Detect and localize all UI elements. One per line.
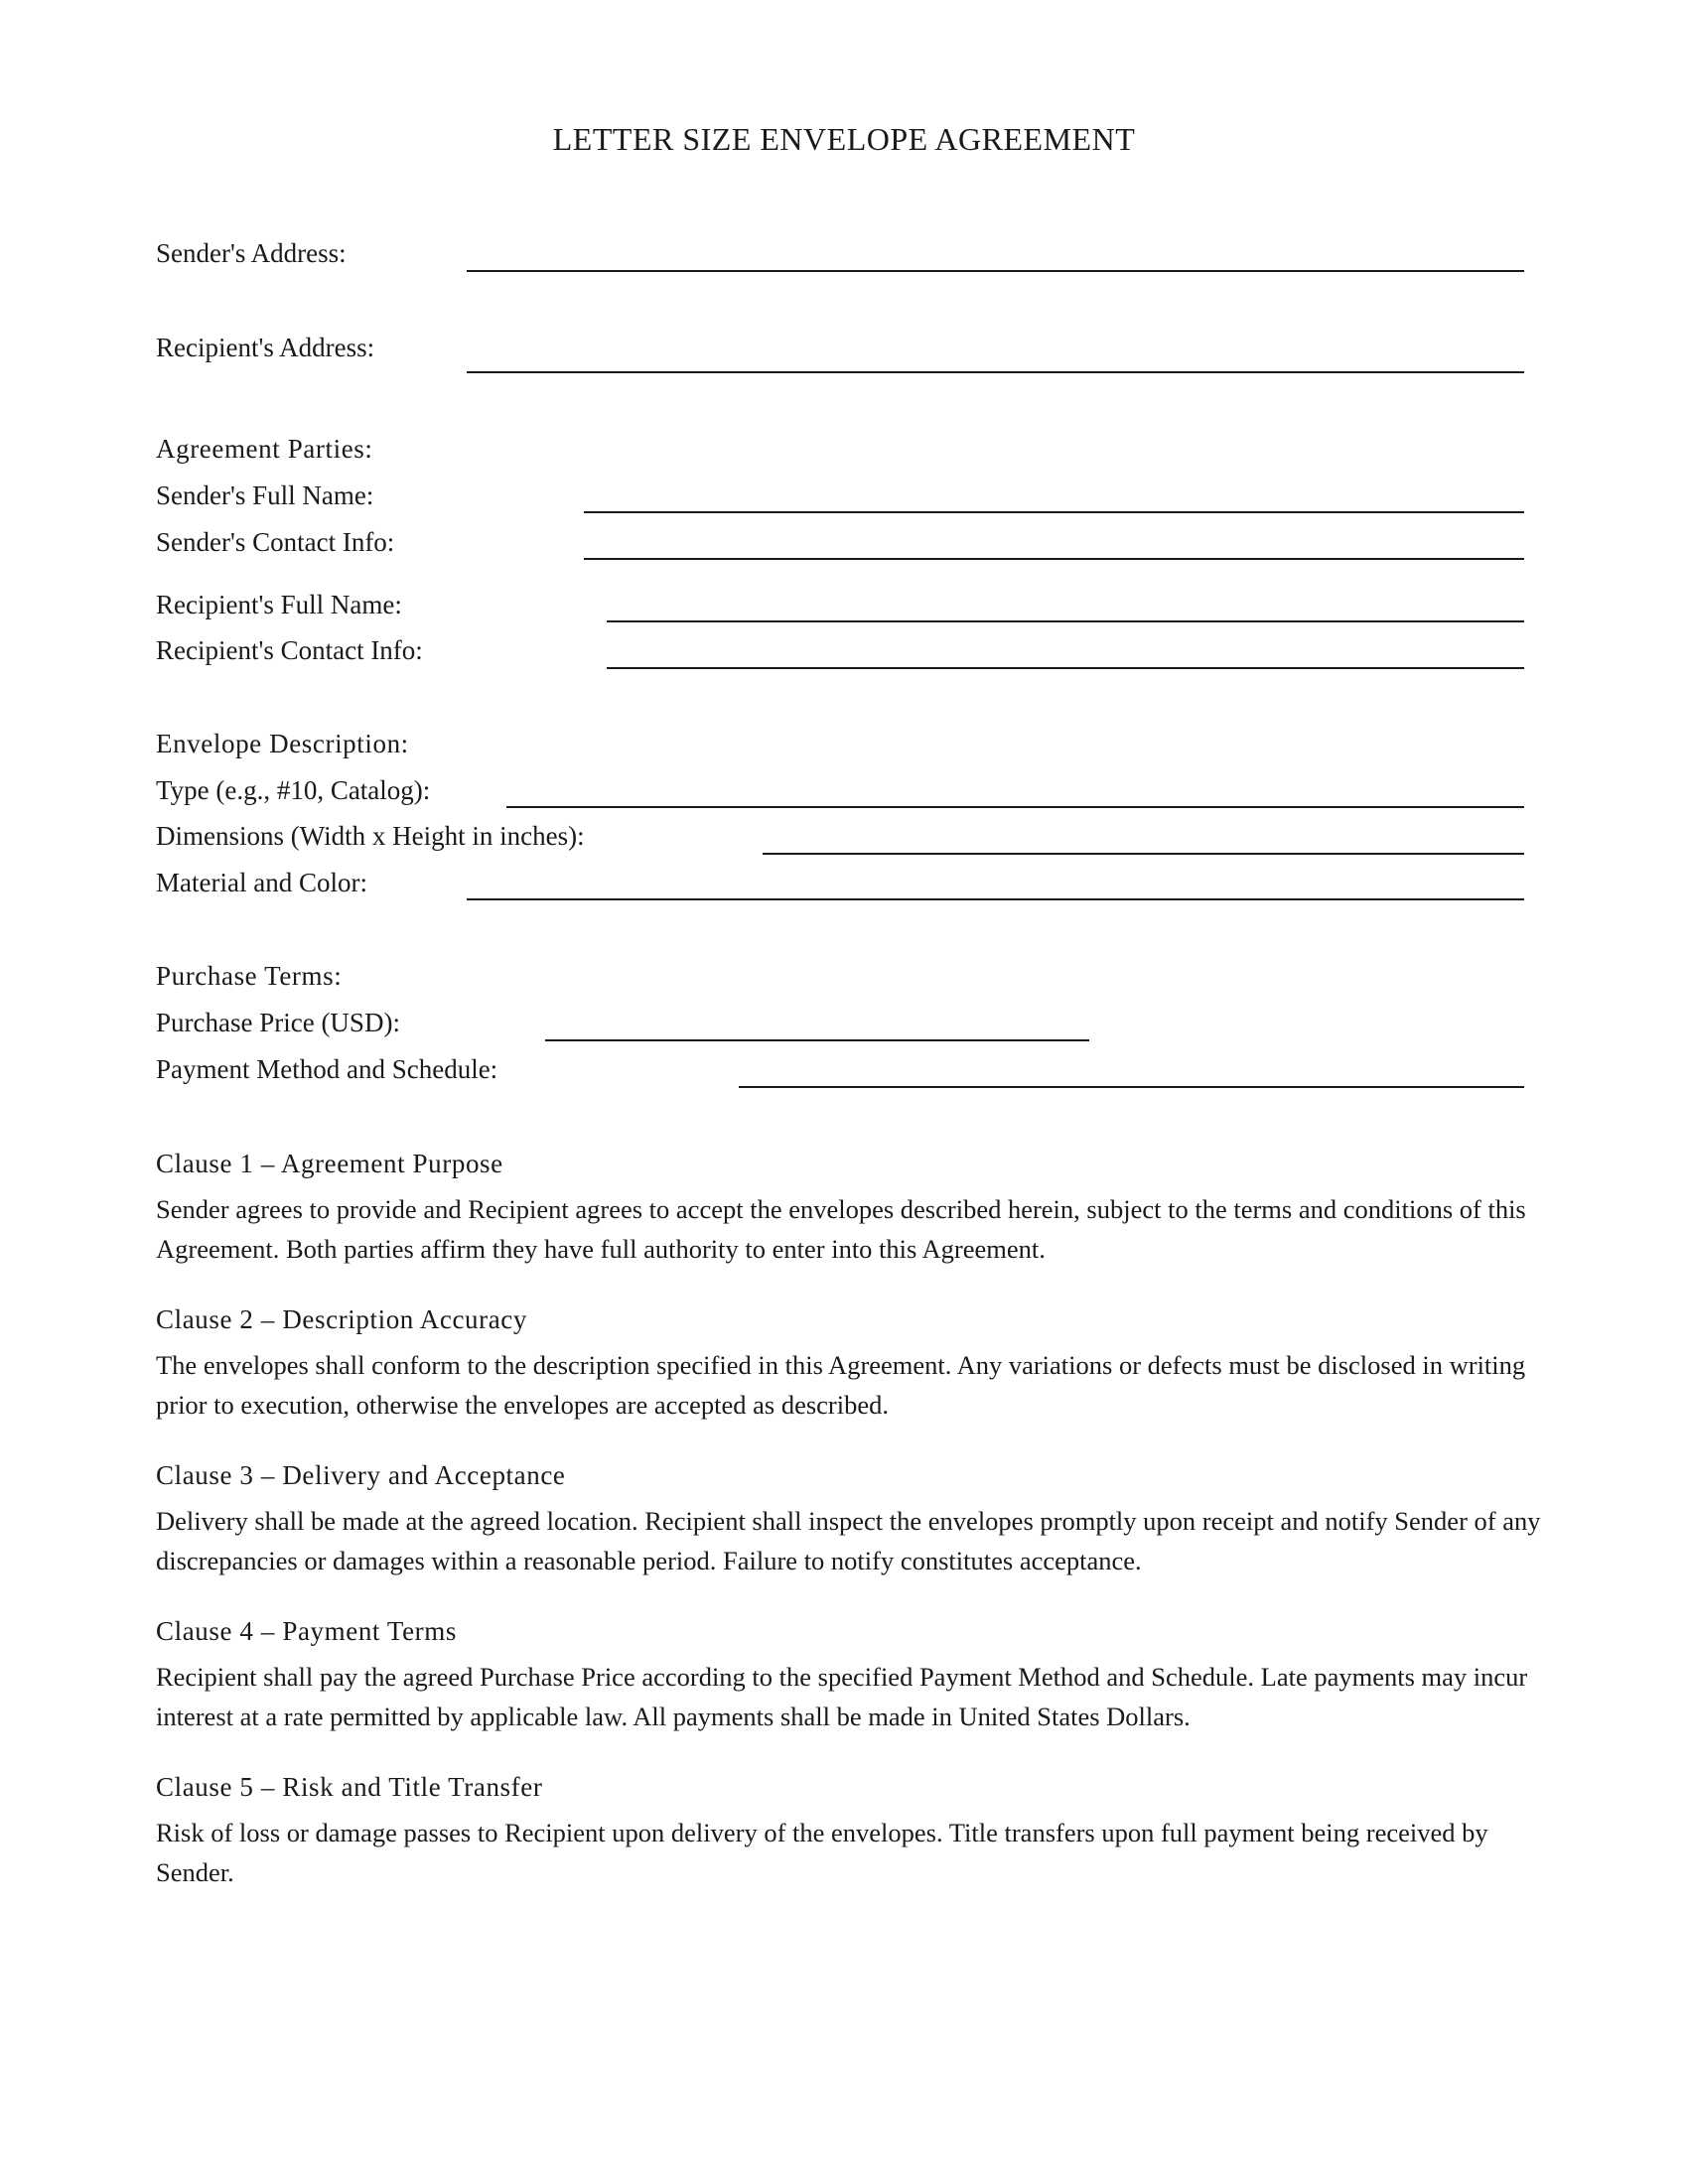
clause-heading: Clause 2 – Description Accuracy [156, 1304, 527, 1334]
clause-heading: Clause 1 – Agreement Purpose [156, 1149, 503, 1178]
sender-name-label: Sender's Full Name: [156, 480, 374, 510]
clause-heading: Clause 4 – Payment Terms [156, 1616, 457, 1646]
sender-contact-label: Sender's Contact Info: [156, 527, 395, 557]
envelope-dimensions-label: Dimensions (Width x Height in inches): [156, 821, 585, 851]
payment-method-field[interactable] [739, 1086, 1524, 1088]
clause-body: Risk of loss or damage passes to Recipient upon delivery of the envelopes. Title transfers upon full payment being received by Sender. [156, 1818, 1488, 1887]
recipient-contact-label: Recipient's Contact Info: [156, 635, 423, 665]
envelope-dimensions-field[interactable] [763, 853, 1524, 855]
envelope-type-field[interactable] [506, 806, 1524, 808]
purchase-price-label: Purchase Price (USD): [156, 1008, 400, 1037]
clause-body: Delivery shall be made at the agreed location. Recipient shall inspect the envelopes promptly upon receipt and notify Sender of any discrepancies or damages within a reasonable period. Failure to notify constitutes acceptance. [156, 1506, 1541, 1575]
clause-body: Sender agrees to provide and Recipient agrees to accept the envelopes described herein, subject to the terms and conditions of this Agreement. Both parties affirm they have full authority to enter into this Agreement. [156, 1194, 1526, 1264]
recipient-name-field[interactable] [607, 620, 1524, 622]
clause-heading: Clause 3 – Delivery and Acceptance [156, 1460, 566, 1490]
clause-heading: Clause 5 – Risk and Title Transfer [156, 1772, 543, 1802]
page-title: LETTER SIZE ENVELOPE AGREEMENT [552, 121, 1136, 157]
recipient-name-label: Recipient's Full Name: [156, 590, 402, 619]
sender-address-label: Sender's Address: [156, 238, 347, 268]
purchase-heading: Purchase Terms: [156, 961, 343, 991]
envelope-type-label: Type (e.g., #10, Catalog): [156, 775, 431, 805]
clause-body: The envelopes shall conform to the description specified in this Agreement. Any variations or defects must be disclosed in writing prior to execution, otherwise the envelopes are accepted as described. [156, 1350, 1526, 1420]
sender-address-field[interactable] [467, 270, 1524, 272]
recipient-contact-field[interactable] [607, 667, 1524, 669]
recipient-address-field[interactable] [467, 371, 1524, 373]
sender-contact-field[interactable] [584, 558, 1524, 560]
purchase-price-field[interactable] [545, 1039, 1089, 1041]
sender-name-field[interactable] [584, 511, 1524, 513]
payment-method-label: Payment Method and Schedule: [156, 1054, 498, 1084]
parties-heading: Agreement Parties: [156, 434, 373, 464]
envelope-material-label: Material and Color: [156, 868, 367, 897]
clause-body: Recipient shall pay the agreed Purchase Price according to the specified Payment Method and Schedule. Late payments may incur interest at a rate permitted by applicable law. All payments shall be made in United States Dollars. [156, 1662, 1528, 1731]
envelope-material-field[interactable] [467, 898, 1524, 900]
recipient-address-label: Recipient's Address: [156, 333, 375, 362]
envelope-heading: Envelope Description: [156, 729, 409, 758]
